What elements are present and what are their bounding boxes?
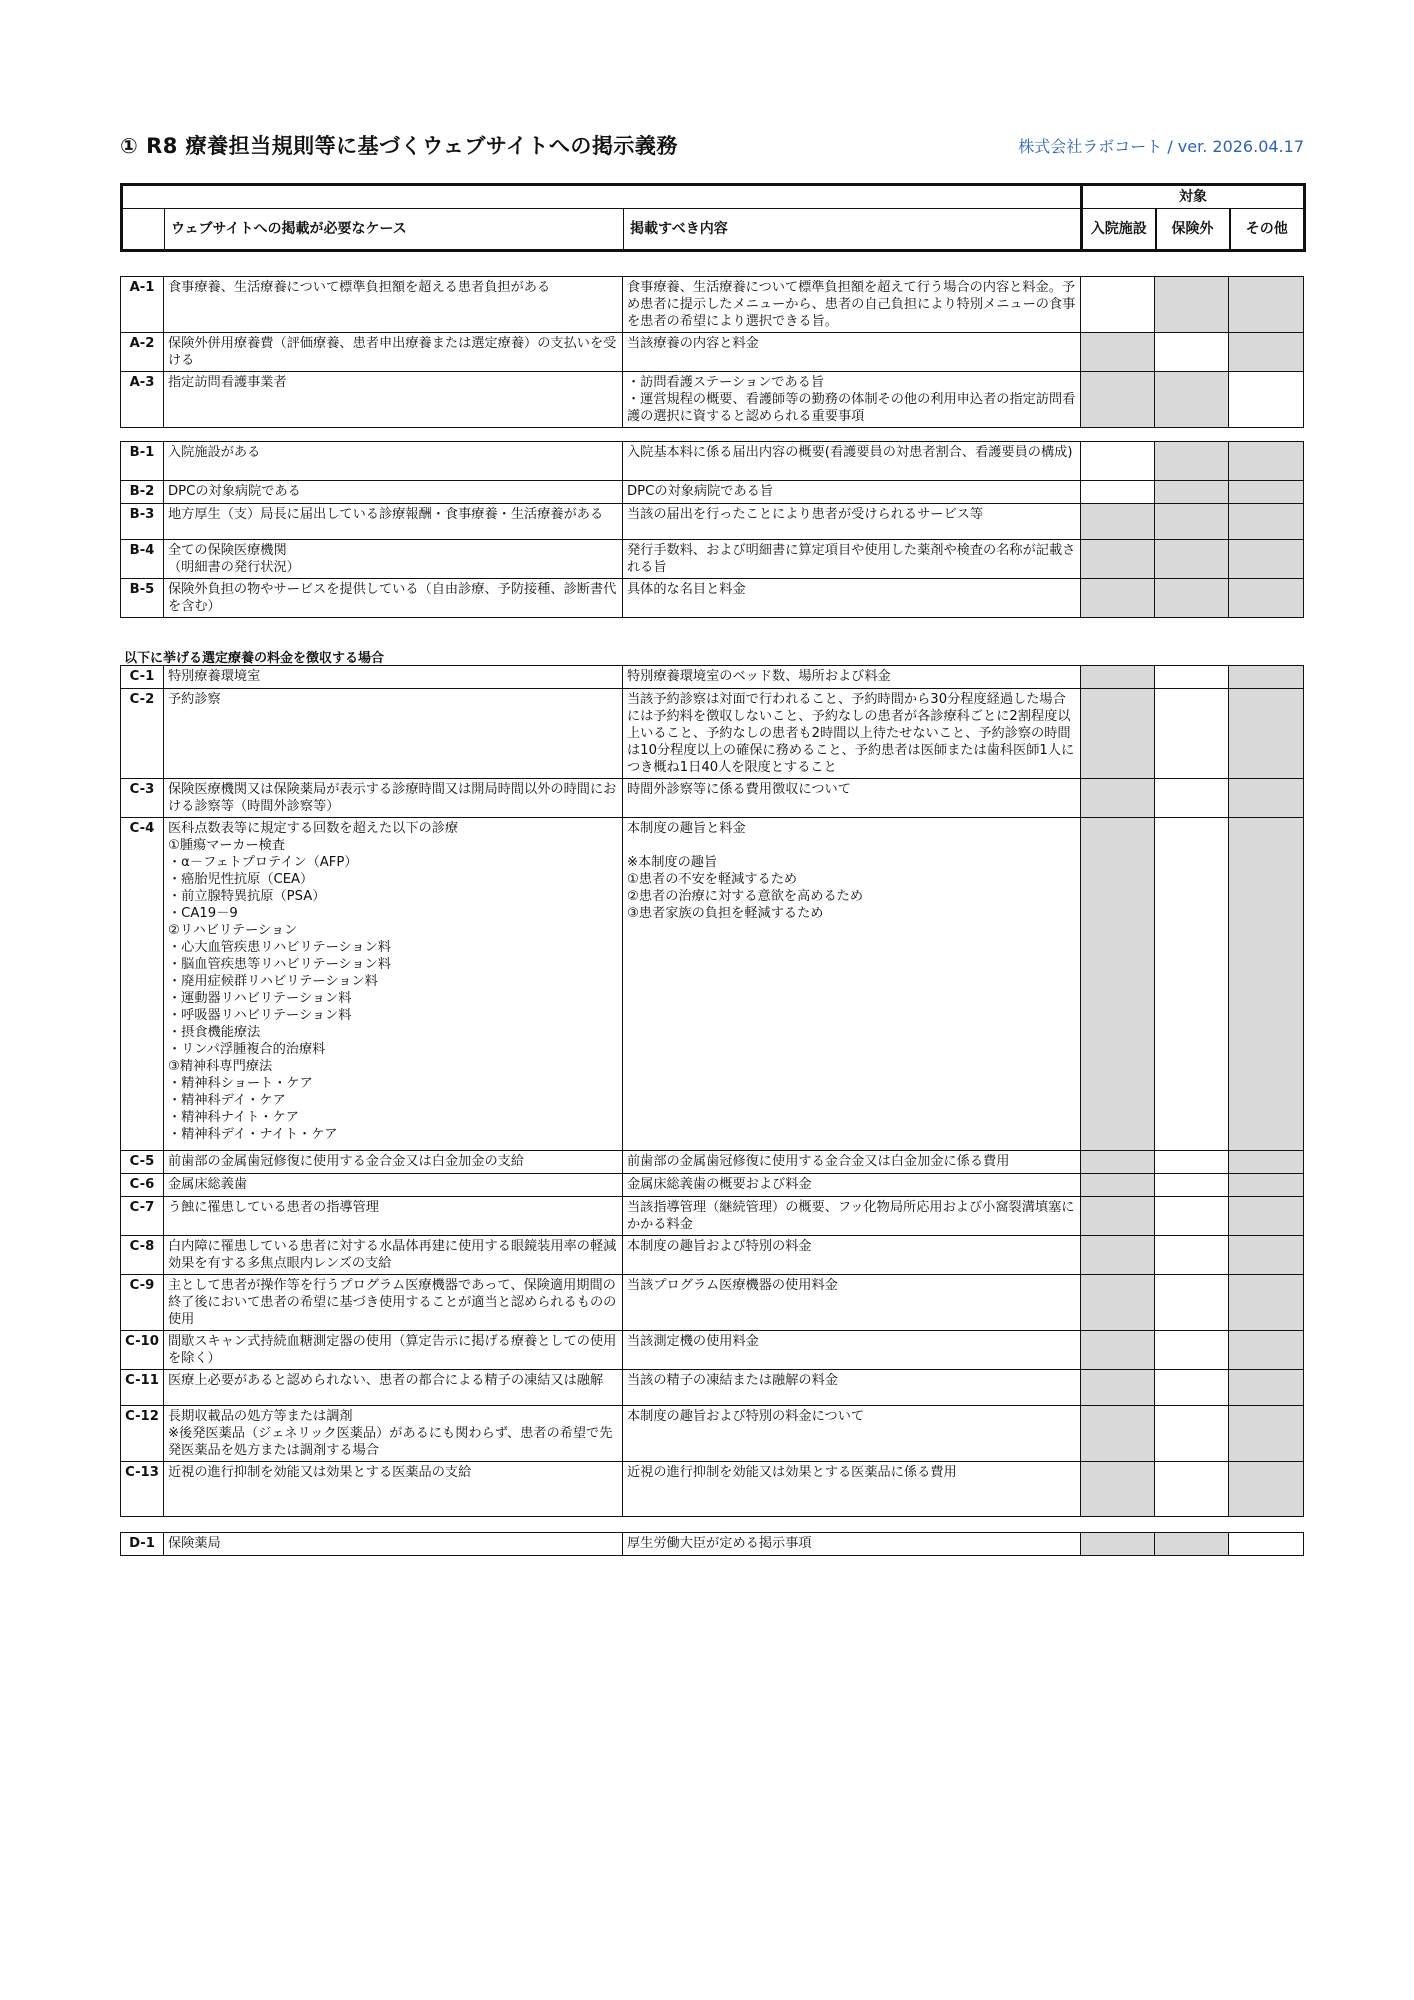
row-content: 近視の進行抑制を効能又は効果とする医薬品に係る費用	[623, 1462, 1081, 1517]
table-row	[121, 579, 1304, 618]
row-mark-noninsured	[1155, 504, 1229, 540]
table-row	[121, 372, 1304, 428]
row-mark-inpatient	[1081, 1331, 1155, 1370]
row-content: 入院基本料に係る届出内容の概要(看護要員の対患者割合、看護要員の構成)	[623, 442, 1081, 481]
page-title: ① R8 療養担当規則等に基づくウェブサイトへの掲示義務	[120, 134, 678, 158]
row-case: 医科点数表等に規定する回数を超えた以下の診療 ①腫瘍マーカー検査 ・α－フェトプロテイン（AFP） ・癌胎児性抗原（CEA） ・前立腺特異抗原（PSA） ・CA19－9 ②リハビリテーション ・心大血管疾患リハビリテーション料 ・脳血管疾患等リハビリテーション料 ・廃用症候群リハビリテーション料 ・運動器リハビリテーション料 ・呼吸器リハビリテーション料 ・摂食機能療法 ・リンパ浮腫複合的治療料 ③精神科専門療法 ・精神科ショート・ケア ・精神科デイ・ケア ・精神科ナイト・ケア ・精神科デイ・ナイト・ケア	[164, 818, 623, 1151]
row-mark-inpatient	[1081, 689, 1155, 779]
table-row	[121, 689, 1304, 779]
table-row	[121, 1406, 1304, 1462]
section-c-label: 以下に挙げる選定療養の料金を徴収する場合	[124, 651, 385, 666]
row-mark-other	[1229, 1533, 1304, 1556]
table-row	[121, 1533, 1304, 1556]
row-mark-inpatient	[1081, 481, 1155, 504]
row-mark-inpatient	[1081, 818, 1155, 1151]
row-case: 白内障に罹患している患者に対する水晶体再建に使用する眼鏡装用率の軽減効果を有する多焦点眼内レンズの支給	[164, 1236, 623, 1275]
row-content: 本制度の趣旨および特別の料金	[623, 1236, 1081, 1275]
row-case: 前歯部の金属歯冠修復に使用する金合金又は白金加金の支給	[164, 1151, 623, 1174]
row-content: 本制度の趣旨と料金 ※本制度の趣旨 ①患者の不安を軽減するため ②患者の治療に対する意欲を高めるため ③患者家族の負担を軽減するため	[623, 818, 1081, 1151]
row-case: 金属床総義歯	[164, 1174, 623, 1197]
row-mark-inpatient	[1081, 1370, 1155, 1406]
row-content: 当該プログラム医療機器の使用料金	[623, 1275, 1081, 1331]
row-content: 前歯部の金属歯冠修復に使用する金合金又は白金加金に係る費用	[623, 1151, 1081, 1174]
row-mark-other	[1229, 540, 1304, 579]
row-case: 長期収載品の処方等または調剤 ※後発医薬品（ジェネリック医薬品）があるにも関わらず、患者の希望で先発医薬品を処方または調剤する場合	[164, 1406, 623, 1462]
header-other: その他	[1230, 209, 1305, 251]
row-mark-other	[1229, 1370, 1304, 1406]
row-mark-other	[1229, 1236, 1304, 1275]
table-row	[121, 504, 1304, 540]
row-case: 保険外負担の物やサービスを提供している（自由診療、予防接種、診断書代を含む）	[164, 579, 623, 618]
row-id: C-9	[121, 1275, 164, 1331]
company-version	[1018, 134, 1304, 157]
row-mark-other	[1229, 666, 1304, 689]
row-mark-noninsured	[1155, 1174, 1229, 1197]
row-mark-other	[1229, 1174, 1304, 1197]
row-mark-noninsured	[1155, 481, 1229, 504]
row-id: C-6	[121, 1174, 164, 1197]
row-mark-noninsured	[1155, 666, 1229, 689]
table-row	[121, 666, 1304, 689]
row-case: 医療上必要があると認められない、患者の都合による精子の凍結又は融解	[164, 1370, 623, 1406]
row-id: D-1	[121, 1533, 164, 1556]
row-content: 食事療養、生活療養について標準負担額を超えて行う場合の内容と料金。予め患者に提示したメニューから、患者の自己負担により特別メニューの食事を患者の希望により選択できる旨。	[623, 277, 1081, 333]
header-table	[120, 183, 1306, 252]
row-case: う蝕に罹患している患者の指導管理	[164, 1197, 623, 1236]
row-mark-noninsured	[1155, 333, 1229, 372]
row-mark-inpatient	[1081, 1151, 1155, 1174]
table-row	[121, 442, 1304, 481]
row-mark-noninsured	[1155, 579, 1229, 618]
row-mark-inpatient	[1081, 442, 1155, 481]
row-case: 間歇スキャン式持続血糖測定器の使用（算定告示に掲げる療養としての使用を除く）	[164, 1331, 623, 1370]
row-mark-noninsured	[1155, 1462, 1229, 1517]
row-mark-inpatient	[1081, 277, 1155, 333]
row-id: C-2	[121, 689, 164, 779]
row-content: 厚生労働大臣が定める掲示事項	[623, 1533, 1081, 1556]
header-content: 掲載すべき内容	[624, 209, 1082, 251]
row-mark-other	[1229, 689, 1304, 779]
row-id: A-1	[121, 277, 164, 333]
row-mark-noninsured	[1155, 1236, 1229, 1275]
row-content: ・訪問看護ステーションである旨 ・運営規程の概要、看護師等の勤務の体制その他の利用申込者の指定訪問看護の選択に資すると認められる重要事項	[623, 372, 1081, 428]
row-case: 主として患者が操作等を行うプログラム医療機器であって、保険適用期間の終了後において患者の希望に基づき使用することが適当と認められるものの使用	[164, 1275, 623, 1331]
requirements-group-table	[120, 1532, 1304, 1556]
row-mark-other	[1229, 1331, 1304, 1370]
header-inpatient: 入院施設	[1082, 209, 1156, 251]
row-content: 当該療養の内容と料金	[623, 333, 1081, 372]
row-mark-other	[1229, 333, 1304, 372]
row-mark-other	[1229, 818, 1304, 1151]
row-mark-inpatient	[1081, 1275, 1155, 1331]
row-mark-inpatient	[1081, 1236, 1155, 1275]
table-row	[121, 1197, 1304, 1236]
row-content: 具体的な名目と料金	[623, 579, 1081, 618]
table-row	[121, 1331, 1304, 1370]
table-row	[121, 818, 1304, 1151]
row-mark-noninsured	[1155, 277, 1229, 333]
row-mark-inpatient	[1081, 372, 1155, 428]
row-mark-inpatient	[1081, 504, 1155, 540]
row-id: B-5	[121, 579, 164, 618]
row-content: 当該指導管理（継続管理）の概要、フッ化物局所応用および小窩裂溝填塞にかかる料金	[623, 1197, 1081, 1236]
row-case: 予約診察	[164, 689, 623, 779]
row-content: 発行手数料、および明細書に算定項目や使用した薬剤や検査の名称が記載される旨	[623, 540, 1081, 579]
row-case: 指定訪問看護事業者	[164, 372, 623, 428]
row-mark-noninsured	[1155, 1533, 1229, 1556]
row-case: 保険薬局	[164, 1533, 623, 1556]
version-label: / ver. 2026.04.17	[1162, 137, 1304, 156]
row-mark-inpatient	[1081, 1406, 1155, 1462]
row-id: C-11	[121, 1370, 164, 1406]
row-case: 近視の進行抑制を効能又は効果とする医薬品の支給	[164, 1462, 623, 1517]
row-mark-other	[1229, 1151, 1304, 1174]
header-id-cell	[122, 209, 165, 251]
row-mark-noninsured	[1155, 818, 1229, 1151]
row-mark-inpatient	[1081, 1174, 1155, 1197]
row-mark-noninsured	[1155, 1331, 1229, 1370]
row-mark-inpatient	[1081, 1462, 1155, 1517]
requirements-group-table	[120, 441, 1304, 618]
row-content: 当該予約診察は対面で行われること、予約時間から30分程度経過した場合には予約料を徴収しないこと、予約なしの患者が各診療科ごとに2割程度以上いること、予約なしの患者も2時間以上待たせないこと、予約診察の時間は10分程度以上の確保に務めること、予約患者は医師または歯科医師1人につき概ね1日40人を限度とすること	[623, 689, 1081, 779]
row-id: C-10	[121, 1331, 164, 1370]
row-case: 全ての保険医療機関 （明細書の発行状況）	[164, 540, 623, 579]
row-mark-noninsured	[1155, 1197, 1229, 1236]
row-id: C-3	[121, 779, 164, 818]
row-case: 地方厚生（支）局長に届出している診療報酬・食事療養・生活療養がある	[164, 504, 623, 540]
row-id: B-1	[121, 442, 164, 481]
table-row	[121, 1236, 1304, 1275]
row-mark-noninsured	[1155, 1406, 1229, 1462]
table-row	[121, 1174, 1304, 1197]
row-case: DPCの対象病院である	[164, 481, 623, 504]
row-mark-inpatient	[1081, 779, 1155, 818]
requirements-group-table	[120, 276, 1304, 428]
row-id: C-7	[121, 1197, 164, 1236]
requirements-group-table	[120, 665, 1304, 1517]
row-mark-inpatient	[1081, 1533, 1155, 1556]
row-mark-other	[1229, 442, 1304, 481]
table-row	[121, 779, 1304, 818]
row-mark-other	[1229, 779, 1304, 818]
table-row	[121, 481, 1304, 504]
row-mark-other	[1229, 1462, 1304, 1517]
table-row	[121, 540, 1304, 579]
row-id: A-2	[121, 333, 164, 372]
row-id: B-3	[121, 504, 164, 540]
table-row	[121, 333, 1304, 372]
row-content: 特別療養環境室のベッド数、場所および料金	[623, 666, 1081, 689]
header-noninsured: 保険外	[1156, 209, 1230, 251]
row-mark-other	[1229, 1197, 1304, 1236]
row-mark-noninsured	[1155, 442, 1229, 481]
row-mark-other	[1229, 277, 1304, 333]
row-id: C-13	[121, 1462, 164, 1517]
row-mark-inpatient	[1081, 666, 1155, 689]
table-row	[121, 1151, 1304, 1174]
row-content: DPCの対象病院である旨	[623, 481, 1081, 504]
row-mark-other	[1229, 504, 1304, 540]
table-row	[121, 1275, 1304, 1331]
row-mark-inpatient	[1081, 333, 1155, 372]
row-mark-inpatient	[1081, 1197, 1155, 1236]
row-mark-noninsured	[1155, 540, 1229, 579]
row-content: 当該の届出を行ったことにより患者が受けられるサービス等	[623, 504, 1081, 540]
row-id: C-8	[121, 1236, 164, 1275]
row-id: B-4	[121, 540, 164, 579]
row-content: 金属床総義歯の概要および料金	[623, 1174, 1081, 1197]
row-id: A-3	[121, 372, 164, 428]
row-mark-inpatient	[1081, 540, 1155, 579]
row-mark-other	[1229, 372, 1304, 428]
row-content: 当該測定機の使用料金	[623, 1331, 1081, 1370]
row-mark-inpatient	[1081, 579, 1155, 618]
row-id: B-2	[121, 481, 164, 504]
table-row	[121, 1462, 1304, 1517]
row-content: 時間外診察等に係る費用徴収について	[623, 779, 1081, 818]
row-case: 保険医療機関又は保険薬局が表示する診療時間又は開局時間以外の時間における診察等（時間外診察等）	[164, 779, 623, 818]
row-mark-other	[1229, 1406, 1304, 1462]
row-mark-noninsured	[1155, 779, 1229, 818]
table-row	[121, 277, 1304, 333]
row-case: 入院施設がある	[164, 442, 623, 481]
row-case: 食事療養、生活療養について標準負担額を超える患者負担がある	[164, 277, 623, 333]
row-mark-other	[1229, 579, 1304, 618]
table-row	[121, 1370, 1304, 1406]
row-mark-other	[1229, 481, 1304, 504]
row-id: C-1	[121, 666, 164, 689]
row-id: C-5	[121, 1151, 164, 1174]
row-id: C-12	[121, 1406, 164, 1462]
row-content: 本制度の趣旨および特別の料金について	[623, 1406, 1081, 1462]
row-id: C-4	[121, 818, 164, 1151]
row-mark-noninsured	[1155, 689, 1229, 779]
company-name: 株式会社ラボコート	[1018, 137, 1163, 156]
row-mark-noninsured	[1155, 372, 1229, 428]
row-mark-noninsured	[1155, 1151, 1229, 1174]
row-mark-other	[1229, 1275, 1304, 1331]
header-case: ウェブサイトへの掲載が必要なケース	[165, 209, 624, 251]
row-mark-noninsured	[1155, 1370, 1229, 1406]
header-target-group: 対象	[1082, 185, 1305, 209]
row-mark-noninsured	[1155, 1275, 1229, 1331]
row-content: 当該の精子の凍結または融解の料金	[623, 1370, 1081, 1406]
row-case: 保険外併用療養費（評価療養、患者申出療養または選定療養）の支払いを受ける	[164, 333, 623, 372]
row-case: 特別療養環境室	[164, 666, 623, 689]
